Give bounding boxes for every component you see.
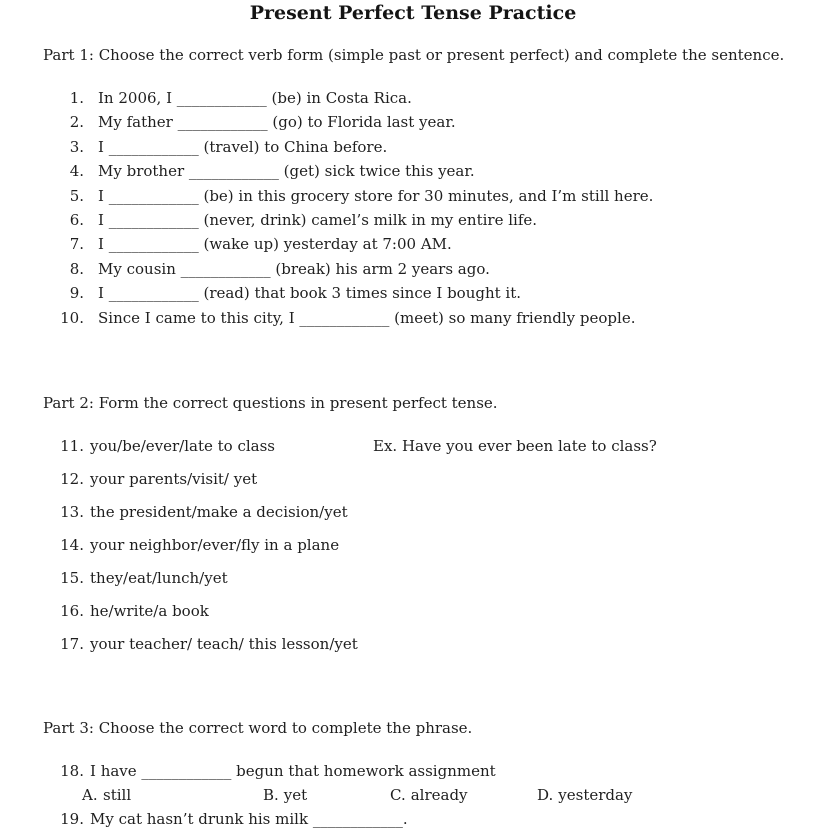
exercise-item-12	[0, 463, 826, 496]
option-letter: B.	[263, 786, 279, 804]
item-text: I have ____________ begun that homework assignment	[90, 762, 496, 780]
item-text: your teacher/ teach/ this lesson/yet	[90, 635, 358, 653]
item-text: I ____________ (travel) to China before.	[98, 137, 388, 156]
item-text: My father ____________ (go) to Florida last year.	[98, 113, 456, 132]
item-text: your neighbor/ever/fly in a plane	[90, 536, 340, 554]
item-number: 13.	[60, 503, 84, 521]
item-text: he/write/a book	[90, 602, 209, 620]
option-c	[390, 783, 468, 807]
option-d	[537, 783, 632, 807]
exercise-item-4	[0, 159, 826, 183]
option-a	[82, 783, 131, 807]
item-number: 5.	[69, 186, 84, 205]
item-text: My cat hasn’t drunk his milk ____________.	[90, 810, 408, 828]
page-title: Present Perfect Tense Practice	[249, 2, 577, 24]
item-number: 10.	[60, 308, 84, 327]
option-letter: C.	[390, 786, 406, 804]
item-number: 18.	[60, 762, 84, 780]
item-number: 14.	[60, 536, 84, 554]
exercise-item-3	[0, 135, 826, 159]
item-text: I ____________ (be) in this grocery store for 30 minutes, and I’m still here.	[98, 186, 654, 205]
item-number: 19.	[60, 810, 84, 828]
part-1-heading: Part 1: Choose the correct verb form (simple past or present perfect) and complete the sentence.	[43, 46, 785, 64]
option-word: yesterday	[558, 786, 633, 804]
item-text: Since I came to this city, I ____________ (meet) so many friendly people.	[98, 308, 636, 327]
item-text: In 2006, I ____________ (be) in Costa Rica.	[98, 89, 412, 107]
exercise-item-19	[0, 807, 826, 831]
part-3-heading: Part 3: Choose the correct word to complete the phrase.	[43, 719, 473, 737]
exercise-item-8	[0, 257, 826, 281]
item-number: 1.	[69, 89, 84, 107]
item-number: 4.	[69, 162, 84, 181]
exercise-item-15	[0, 562, 826, 595]
exercise-item-1	[0, 86, 826, 110]
option-letter: A.	[82, 786, 98, 804]
item-text: I ____________ (read) that book 3 times since I bought it.	[98, 284, 522, 303]
item-text: I ____________ (never, drink) camel’s milk in my entire life.	[98, 210, 538, 229]
item-number: 8.	[69, 259, 84, 278]
exercise-item-5	[0, 184, 826, 208]
exercise-item-17	[0, 628, 826, 661]
item-text: you/be/ever/late to class	[90, 437, 275, 455]
item-number: 16.	[60, 602, 84, 620]
item-text: My cousin ____________ (break) his arm 2 years ago.	[98, 259, 490, 278]
option-letter: D.	[537, 786, 554, 804]
item-number: 15.	[60, 569, 84, 587]
item-number: 11.	[60, 437, 84, 455]
exercise-item-11	[0, 430, 826, 463]
exercise-item-2	[0, 110, 826, 134]
item-number: 3.	[69, 137, 84, 156]
item-number: 6.	[69, 210, 84, 229]
answer-options-row	[0, 783, 826, 807]
option-word: yet	[283, 786, 308, 804]
part-1-list	[0, 86, 826, 330]
item-number: 7.	[69, 235, 84, 254]
item-number: 12.	[60, 470, 84, 488]
item-number: 9.	[69, 284, 84, 303]
option-word: still	[103, 786, 132, 804]
example-answer: Ex. Have you ever been late to class?	[373, 437, 657, 455]
item-text: they/eat/lunch/yet	[90, 569, 228, 587]
exercise-item-14	[0, 529, 826, 562]
part-2-heading: Part 2: Form the correct questions in present perfect tense.	[43, 394, 498, 412]
item-number: 17.	[60, 635, 84, 653]
exercise-item-6	[0, 208, 826, 232]
item-text: My brother ____________ (get) sick twice this year.	[98, 162, 475, 181]
exercise-item-16	[0, 595, 826, 628]
option-word: already	[410, 786, 468, 804]
item-number: 2.	[69, 113, 84, 132]
option-b	[263, 783, 307, 807]
item-text: your parents/visit/ yet	[90, 470, 258, 488]
exercise-item-13	[0, 496, 826, 529]
exercise-item-18	[0, 759, 826, 783]
exercise-item-7	[0, 232, 826, 256]
part-2-list	[0, 430, 826, 661]
item-text: the president/make a decision/yet	[90, 503, 348, 521]
exercise-item-10	[0, 306, 826, 330]
exercise-item-9	[0, 281, 826, 305]
item-text: I ____________ (wake up) yesterday at 7:00 AM.	[98, 235, 452, 254]
